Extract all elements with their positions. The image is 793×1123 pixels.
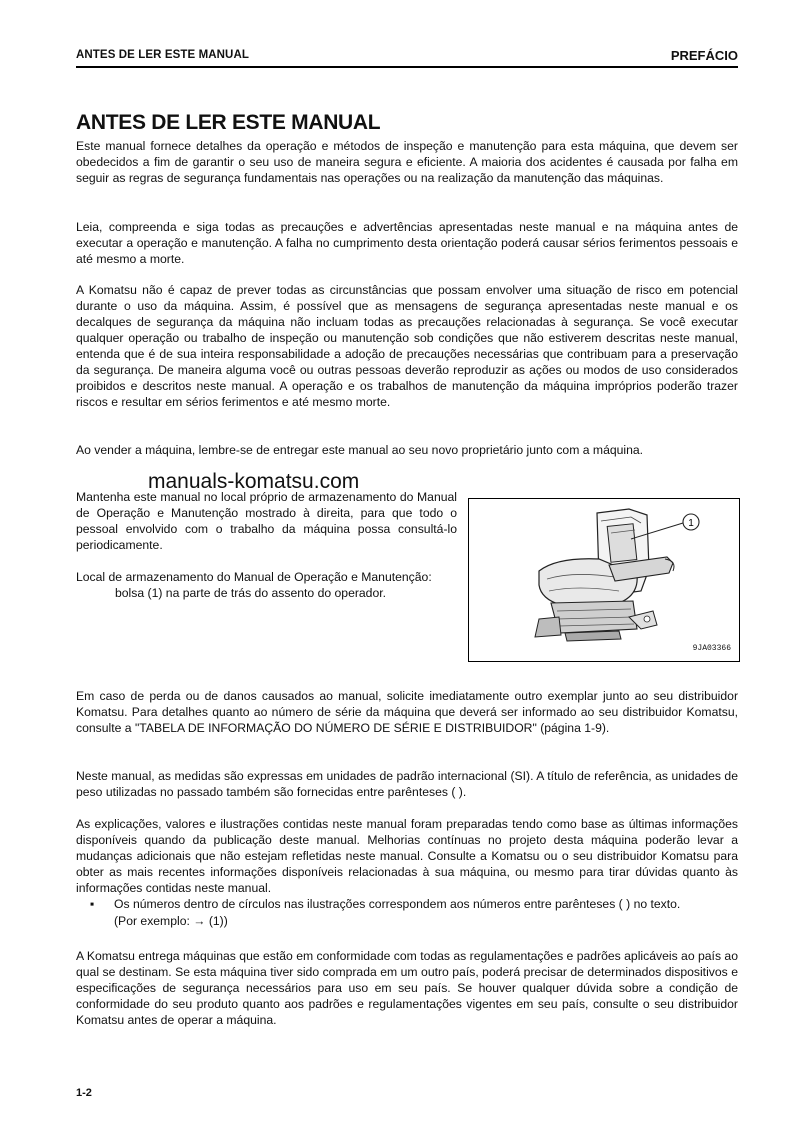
header-chapter-title: PREFÁCIO (670, 48, 738, 63)
paragraph-storage: Mantenha este manual no local próprio de armazenamento do Manual de Operação e Manutenção mostrado à direita, para que todo o pessoal envolvido com o trabalho da máquina possa consultá-lo periodicamente. (76, 490, 457, 552)
paragraph-warnings: Leia, compreenda e siga todas as precauções e advertências apresentadas neste manual e na máquina antes de executar a operação e manutenção. A falha no cumprimento desta orientação poderá causar sérios ferimentos pessoais e até mesmo a morte. (76, 220, 738, 266)
paragraph-intro: Este manual fornece detalhes da operação e métodos de inspeção e manutenção para esta máquina, que devem ser obedecidos a fim de garantir o seu uso de maneira segura e eficiente. A maioria dos acidentes é causada por falha em seguir as regras de segurança fundamentais nas operações ou na realização da manutenção das máquinas. (76, 139, 738, 185)
paragraph-komatsu-risk: A Komatsu não é capaz de prever todas as circunstâncias que possam envolver uma situação de risco em potencial durante o uso da máquina. Assim, é possível que as mensagens de segurança apresentadas neste manual e os decalques de segurança da máquina não incluam todas as precauções relacionadas à segurança. Se você executar qualquer operação ou trabalho de inspeção ou manutenção sob condições que não estiverem descritas neste manual, entenda que é de sua inteira responsabilidade a adoção de precauções necessárias que contribuam para a preservação da segurança. De maneira alguma você ou outras pessoas deverão reproduzir as ações ou modos de uso considerados proibidos e descritos neste manual. A operação e os trabalhos de manutenção da máquina impróprios poderão trazer riscos e resultar em sérios ferimentos e até mesmo morte. (76, 283, 738, 409)
watermark-text: manuals-komatsu.com (148, 470, 360, 493)
page-number: 1-2 (76, 1087, 92, 1099)
storage-location-detail: bolsa (1) na parte de trás do assento do operador. (115, 586, 387, 600)
bullet-marker: ▪ (90, 897, 95, 911)
callout-number: 1 (688, 518, 694, 529)
storage-location-label: Local de armazenamento do Manual de Operação e Manutenção: (76, 570, 432, 584)
bullet-example: (Por exemplo: → (1)) (114, 914, 228, 928)
seat-illustration (468, 498, 740, 662)
figure-code: 9JA03366 (692, 644, 731, 653)
paragraph-compliance: A Komatsu entrega máquinas que estão em conformidade com todas as regulamentações e padrões aplicáveis ao país ao qual se destinam. Se esta máquina tiver sido comprada em um outro país, poderá precisar de determinados dispositivos e especificações de segurança necessários para uso em seu país. Se houver qualquer dúvida sobre a condição de conformidade do seu produto quanto aos padrões e regulamentações vigentes em seu país, consulte o seu distribuidor Komatsu antes de operar a máquina. (76, 949, 738, 1027)
paragraph-selling: Ao vender a máquina, lembre-se de entregar este manual ao seu novo proprietário junto com a máquina. (76, 443, 644, 457)
paragraph-storage-location (76, 569, 457, 601)
paragraph-explanations: As explicações, valores e ilustrações contidas neste manual foram preparadas tendo como base as últimas informações disponíveis quando da publicação deste manual. Melhorias contínuas no projeto desta máquina poderão levar a mudanças adicionais que não estejam refletidas neste manual. Consulte a Komatsu ou o seu distribuidor Komatsu para obter as mais recentes informações disponíveis relacionadas à sua máquina, ou mesmo para tirar dúvidas quanto às informações contidas neste manual. (76, 817, 738, 895)
bullet-circled-numbers (92, 896, 738, 930)
operator-seat-drawing (469, 499, 739, 661)
header-section-title: ANTES DE LER ESTE MANUAL (76, 49, 249, 61)
page-header (76, 48, 738, 68)
paragraph-lost-manual: Em caso de perda ou de danos causados ao manual, solicite imediatamente outro exemplar junto ao seu distribuidor Komatsu. Para detalhes quanto ao número de série da máquina que deverá ser informado ao seu distribuidor Komatsu, consulte a "TABELA DE INFORMAÇÃO DO NÚMERO DE SÉRIE E DISTRIBUIDOR" (página 1-9). (76, 689, 738, 735)
page-title: ANTES DE LER ESTE MANUAL (76, 111, 381, 134)
bullet-text: Os números dentro de círculos nas ilustrações correspondem aos números entre parênteses ( ) no texto. (114, 897, 681, 911)
paragraph-units: Neste manual, as medidas são expressas em unidades de padrão internacional (SI). A título de referência, as unidades de peso utilizadas no passado também são fornecidas entre parênteses ( ). (76, 769, 738, 799)
